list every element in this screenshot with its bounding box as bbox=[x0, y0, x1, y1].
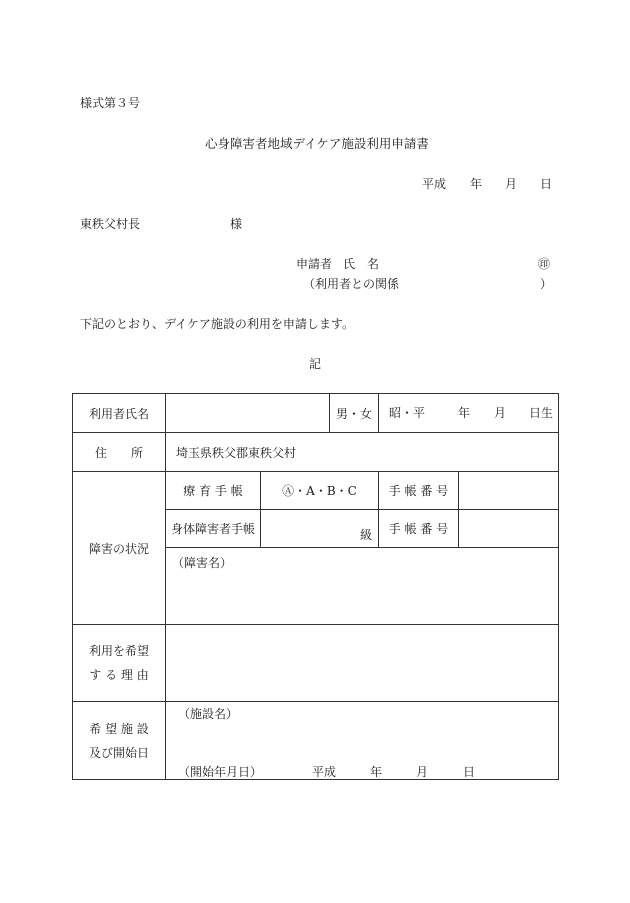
application-table bbox=[72, 393, 559, 780]
handbook-no-label: 手 帳 番 号 bbox=[379, 472, 459, 510]
disability-name-tag: （障害名） bbox=[172, 556, 233, 570]
addressee-honorific: 様 bbox=[230, 217, 243, 231]
document-title: 心身障害者地域デイケア施設利用申請書 bbox=[205, 136, 429, 151]
date-year: 年 bbox=[470, 177, 483, 191]
physical-grade-field[interactable] bbox=[261, 510, 379, 548]
user-name-label: 利用者氏名 bbox=[73, 394, 166, 433]
start-day: 日 bbox=[463, 765, 476, 779]
ryoiku-grade-field[interactable]: Ⓐ・A・B・C bbox=[261, 472, 379, 510]
reason-row bbox=[73, 625, 559, 702]
reason-label bbox=[73, 625, 166, 702]
facility-field[interactable] bbox=[166, 702, 559, 780]
user-name-row bbox=[73, 394, 559, 433]
facility-label-line-2: 及び開始日 bbox=[88, 745, 149, 760]
seal-mark: ㊞ bbox=[538, 257, 551, 271]
facility-row bbox=[73, 702, 559, 780]
handbook-no-label-2: 手 帳 番 号 bbox=[379, 510, 459, 548]
start-year: 年 bbox=[370, 765, 383, 779]
handbook-no-field[interactable] bbox=[459, 472, 559, 510]
reason-label-line-1: 利用を希望 bbox=[88, 644, 149, 658]
start-month: 月 bbox=[416, 765, 429, 779]
facility-label-line-1: 希 望 施 設 bbox=[89, 721, 149, 736]
date-month: 月 bbox=[505, 177, 518, 191]
handbook-no-field-2[interactable] bbox=[459, 510, 559, 548]
physical-handbook-label: 身体障害者手帳 bbox=[166, 510, 261, 548]
date-day: 日 bbox=[540, 177, 553, 191]
gender-field[interactable]: 男・女 bbox=[330, 394, 379, 433]
grade-suffix: 級 bbox=[360, 528, 373, 542]
address-label: 住 所 bbox=[73, 433, 166, 472]
reason-label-line-2: す る 理 由 bbox=[89, 668, 149, 682]
statement: 下記のとおり、デイケア施設の利用を申請します。 bbox=[80, 317, 354, 331]
start-era: 平成 bbox=[312, 765, 337, 779]
addressee-name: 東秩父村長 bbox=[80, 217, 141, 231]
ki-heading: 記 bbox=[309, 357, 322, 371]
birth-year: 年 bbox=[458, 406, 471, 420]
reason-field[interactable] bbox=[166, 625, 559, 702]
address-row bbox=[73, 433, 559, 472]
birthdate-field[interactable] bbox=[379, 394, 559, 433]
era-choice: 昭・平 bbox=[389, 406, 426, 420]
disability-label: 障害の状況 bbox=[73, 472, 166, 625]
applicant-relation-close: ） bbox=[540, 277, 553, 291]
applicant-name-label: 氏 名 bbox=[343, 257, 380, 271]
birth-day: 日生 bbox=[529, 406, 554, 420]
birth-month: 月 bbox=[494, 406, 507, 420]
applicant-relation: （利用者との関係 bbox=[303, 277, 400, 291]
facility-name-tag: （施設名） bbox=[178, 707, 239, 721]
date-era: 平成 bbox=[422, 177, 447, 191]
user-name-field[interactable] bbox=[166, 394, 330, 433]
applicant-label: 申請者 bbox=[296, 257, 333, 271]
start-date-label: （開始年月日） bbox=[178, 765, 263, 779]
address-field[interactable]: 埼玉県秩父郡東秩父村 bbox=[166, 433, 559, 472]
ryoiku-label: 療 育 手 帳 bbox=[166, 472, 261, 510]
form-number: 様式第３号 bbox=[80, 96, 141, 110]
disability-name-field[interactable] bbox=[166, 548, 559, 625]
ryoiku-row bbox=[73, 472, 559, 510]
facility-label bbox=[73, 702, 166, 780]
